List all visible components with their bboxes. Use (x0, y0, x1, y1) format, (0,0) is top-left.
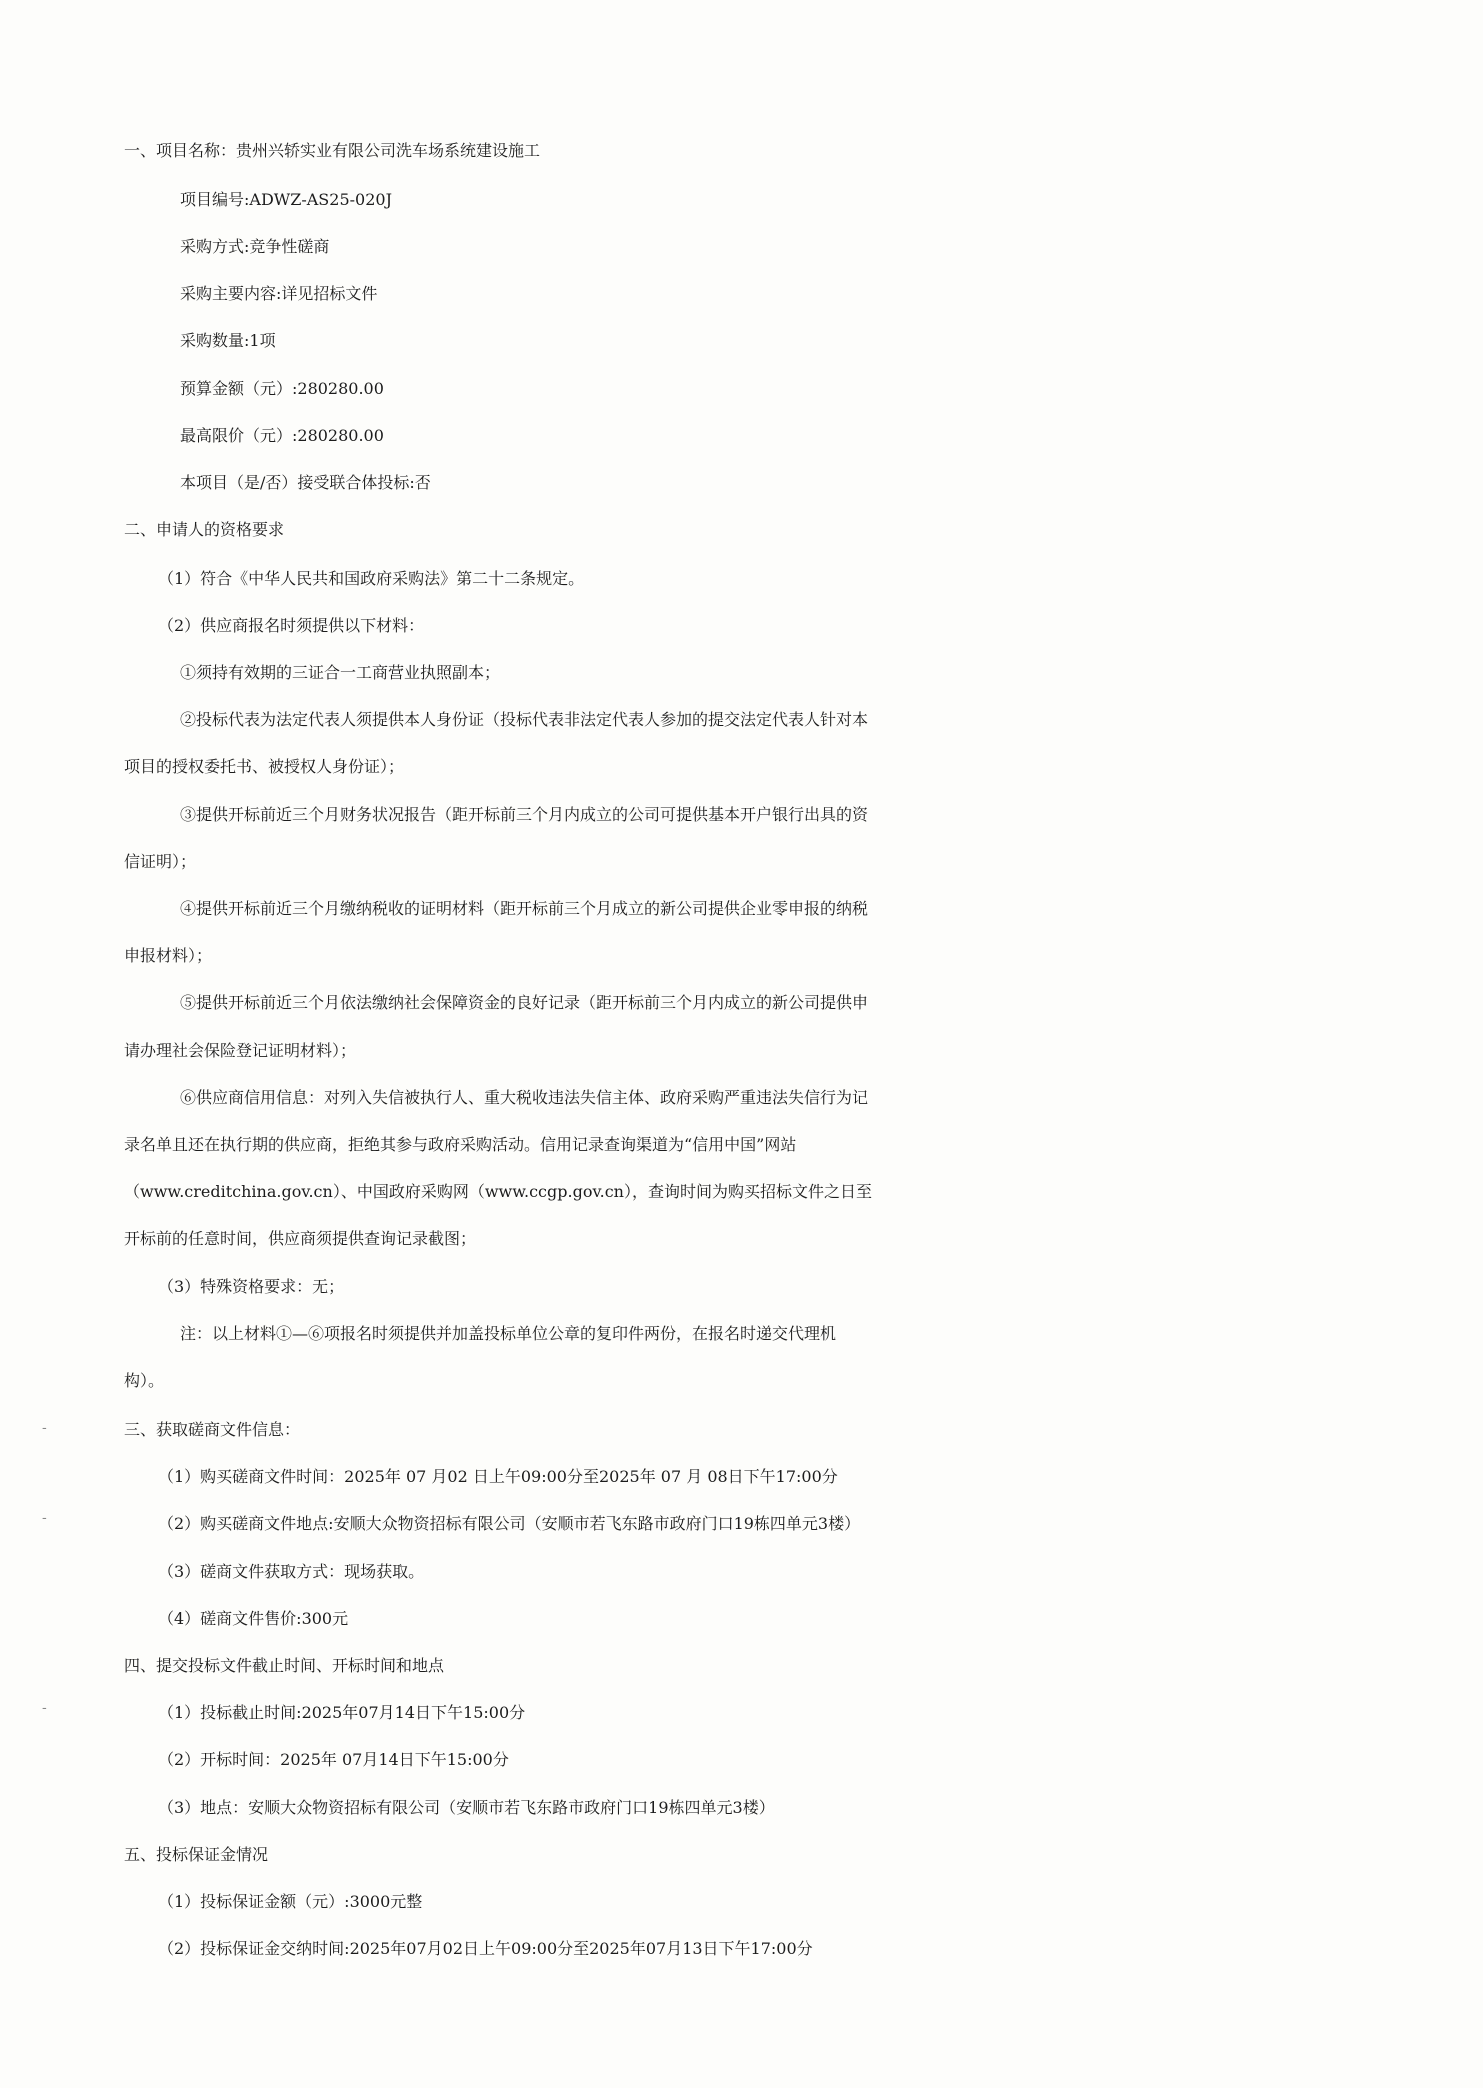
section-3-heading: 三、获取磋商文件信息： (124, 1420, 301, 1439)
material-2-line-1: ②投标代表为法定代表人须提供本人身份证（投标代表非法定代表人参加的提交法定代表人针对本 (180, 710, 869, 729)
bid-location: （3）地点：安顺大众物资招标有限公司（安顺市若飞东路市政府门口19栋四单元3楼） (158, 1798, 775, 1817)
requirement-3: （3）特殊资格要求：无； (158, 1277, 345, 1296)
material-6-line-2: 录名单且还在执行期的供应商，拒绝其参与政府采购活动。信用记录查询渠道为“信用中国”网站 (124, 1135, 797, 1154)
material-1: ①须持有效期的三证合一工商营业执照副本； (180, 663, 501, 682)
consortium-bid: 本项目（是/否）接受联合体投标:否 (180, 473, 431, 492)
material-6-line-3: （www.creditchina.gov.cn）、中国政府采购网（www.ccgp.gov.cn），查询时间为购买招标文件之日至 (124, 1182, 872, 1201)
material-4-line-2: 申报材料）； (124, 946, 213, 965)
requirement-2: （2）供应商报名时须提供以下材料： (158, 616, 425, 635)
doc-obtain-method: （3）磋商文件获取方式：现场获取。 (158, 1562, 425, 1581)
max-price: 最高限价（元）:280280.00 (180, 426, 384, 445)
section-5-heading: 五、投标保证金情况 (124, 1845, 269, 1864)
material-6-line-4: 开标前的任意时间，供应商须提供查询记录截图； (124, 1229, 477, 1248)
deposit-time: （2）投标保证金交纳时间:2025年07月02日上午09:00分至2025年07月13日下午17:00分 (158, 1939, 813, 1958)
material-4-line-1: ④提供开标前近三个月缴纳税收的证明材料（距开标前三个月成立的新公司提供企业零申报的纳税 (180, 899, 869, 918)
doc-purchase-location: （2）购买磋商文件地点:安顺大众物资招标有限公司（安顺市若飞东路市政府门口19栋四单元3楼） (158, 1514, 861, 1533)
bid-opening-time: （2）开标时间：2025年 07月14日下午15:00分 (158, 1750, 509, 1769)
section-1-heading: 一、项目名称：贵州兴轿实业有限公司洗车场系统建设施工 (124, 141, 541, 160)
procurement-quantity: 采购数量:1项 (180, 331, 276, 350)
material-3-line-2: 信证明）； (124, 852, 197, 871)
material-6-line-1: ⑥供应商信用信息：对列入失信被执行人、重大税收违法失信主体、政府采购严重违法失信行为记 (180, 1088, 869, 1107)
scan-mark: - (42, 1700, 47, 1716)
doc-price: （4）磋商文件售价:300元 (158, 1609, 349, 1628)
section-2-heading: 二、申请人的资格要求 (124, 520, 285, 539)
material-5-line-2: 请办理社会保险登记证明材料）； (124, 1041, 357, 1060)
material-3-line-1: ③提供开标前近三个月财务状况报告（距开标前三个月内成立的公司可提供基本开户银行出具的资 (180, 805, 869, 824)
material-2-line-2: 项目的授权委托书、被授权人身份证）； (124, 757, 405, 776)
procurement-method: 采购方式:竞争性磋商 (180, 237, 330, 256)
deposit-amount: （1）投标保证金额（元）:3000元整 (158, 1892, 423, 1911)
material-5-line-1: ⑤提供开标前近三个月依法缴纳社会保障资金的良好记录（距开标前三个月内成立的新公司提供申 (180, 993, 869, 1012)
note-line-1: 注：以上材料①—⑥项报名时须提供并加盖投标单位公章的复印件两份，在报名时递交代理机 (180, 1324, 837, 1343)
bid-deadline: （1）投标截止时间:2025年07月14日下午15:00分 (158, 1703, 526, 1722)
section-4-heading: 四、提交投标文件截止时间、开标时间和地点 (124, 1656, 445, 1675)
requirement-1: （1）符合《中华人民共和国政府采购法》第二十二条规定。 (158, 569, 585, 588)
procurement-content: 采购主要内容:详见招标文件 (180, 284, 378, 303)
doc-purchase-time: （1）购买磋商文件时间：2025年 07 月02 日上午09:00分至2025年 07 月 08日下午17:00分 (158, 1467, 838, 1486)
project-number: 项目编号:ADWZ-AS25-020J (180, 190, 392, 209)
scan-mark: - (42, 1510, 47, 1526)
note-line-2: 构）。 (124, 1371, 165, 1390)
scan-mark: - (42, 1420, 47, 1436)
budget-amount: 预算金额（元）:280280.00 (180, 379, 384, 398)
